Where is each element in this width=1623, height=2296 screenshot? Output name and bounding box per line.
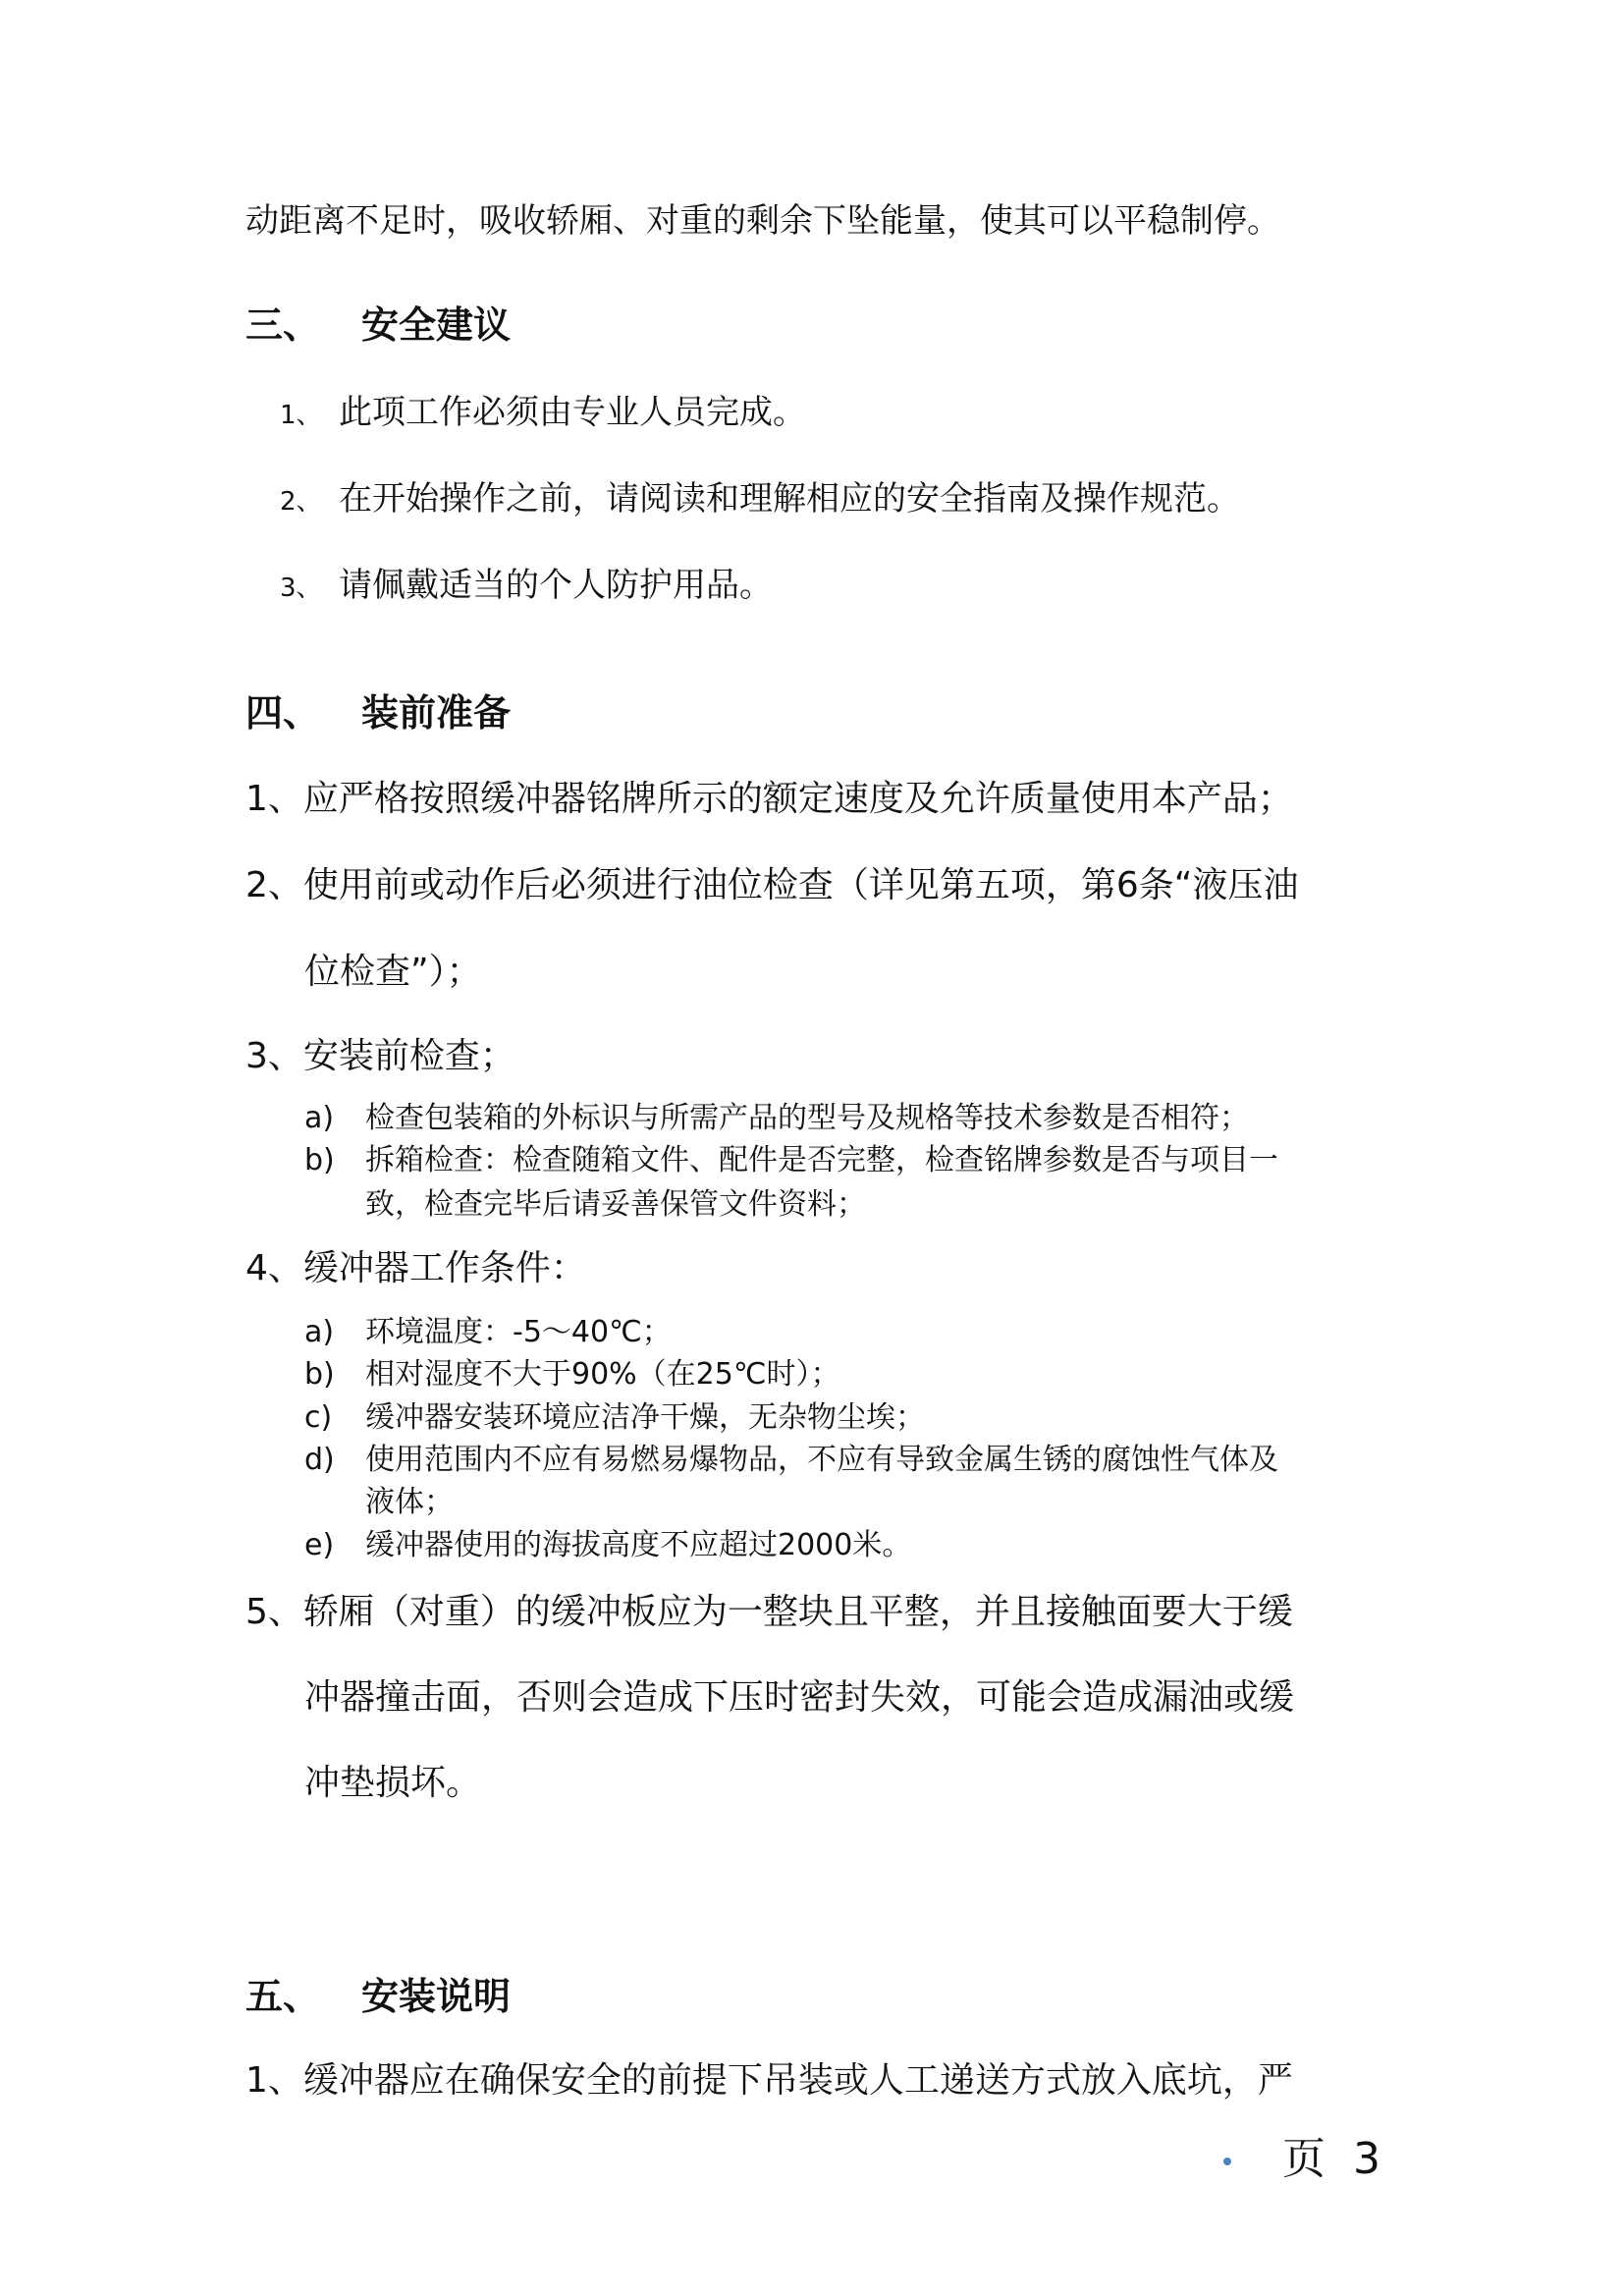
section-number: 四、	[245, 691, 321, 735]
prep-item-5-line-1: 5、轿厢（对重）的缓冲板应为一整块且平整，并且接触面要大于缓	[245, 1592, 1293, 1632]
condition-sub-b: b) 相对湿度不大于90%（在25℃时）；	[304, 1357, 840, 1392]
section-heading-preparation	[245, 691, 512, 735]
prep-item-2-line-2: 位检查”）；	[304, 952, 482, 992]
condition-sub-d: d) 使用范围内不应有易燃易爆物品，不应有导致金属生锈的腐蚀性气体及	[304, 1443, 1278, 1477]
section-number: 三、	[245, 303, 321, 347]
page-footer	[1223, 2123, 1380, 2186]
section-title: 安装说明	[361, 1975, 512, 2018]
check-sub-a: a) 检查包装箱的外标识与所需产品的型号及规格等技术参数是否相符；	[304, 1101, 1249, 1135]
condition-sub-e: e) 缓冲器使用的海拔高度不应超过2000米。	[304, 1528, 912, 1562]
page-number: 3	[1353, 2134, 1380, 2184]
install-item-1: 1、缓冲器应在确保安全的前提下吊装或人工递送方式放入底坑，严	[245, 2060, 1293, 2101]
advice-item-3: 3、 请佩戴适当的个人防护用品。	[280, 566, 773, 605]
prep-item-5-line-3: 冲垫损坏。	[304, 1763, 482, 1803]
page-label: 页	[1282, 2134, 1325, 2184]
prep-item-4: 4、缓冲器工作条件：	[245, 1248, 586, 1288]
section-title: 安全建议	[361, 303, 512, 347]
prep-item-3: 3、安装前检查；	[245, 1036, 515, 1076]
condition-sub-a: a) 环境温度：-5～40℃；	[304, 1315, 672, 1349]
continuation-text: 动距离不足时，吸收轿厢、对重的剩余下坠能量，使其可以平稳制停。	[245, 201, 1280, 241]
check-sub-b-line-2: 致，检查完毕后请妥善保管文件资料；	[365, 1187, 866, 1222]
section-heading-safety	[245, 303, 512, 347]
prep-item-2-line-1: 2、使用前或动作后必须进行油位检查（详见第五项，第6条“液压油	[245, 865, 1299, 905]
check-sub-b: b) 拆箱检查：检查随箱文件、配件是否完整，检查铭牌参数是否与项目一	[304, 1143, 1278, 1177]
advice-item-1: 1、 此项工作必须由专业人员完成。	[280, 393, 806, 432]
condition-sub-d-line-2: 液体；	[365, 1485, 454, 1519]
advice-item-2: 2、 在开始操作之前，请阅读和理解相应的安全指南及操作规范。	[280, 479, 1240, 519]
section-number: 五、	[245, 1975, 321, 2018]
prep-item-1: 1、应严格按照缓冲器铭牌所示的额定速度及允许质量使用本产品；	[245, 779, 1293, 819]
section-heading-installation	[245, 1975, 512, 2018]
section-title: 装前准备	[361, 691, 512, 735]
footer-bullet-icon	[1223, 2158, 1231, 2165]
prep-item-5-line-2: 冲器撞击面，否则会造成下压时密封失效，可能会造成漏油或缓	[304, 1677, 1295, 1718]
condition-sub-c: c) 缓冲器安装环境应洁净干燥，无杂物尘埃；	[304, 1400, 925, 1435]
